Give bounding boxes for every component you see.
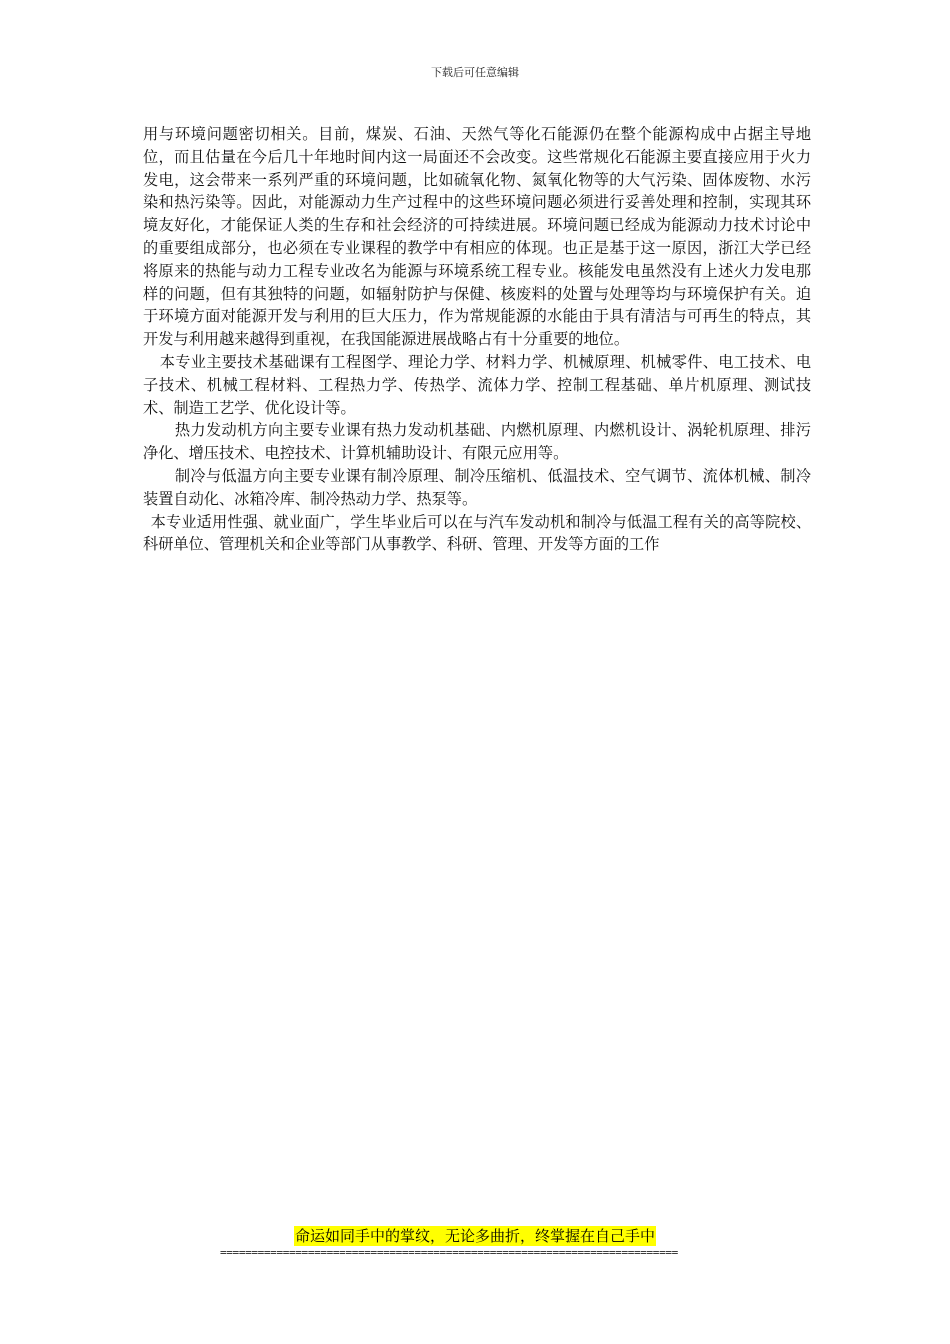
document-body — [143, 123, 811, 556]
footer-motto: 命运如同手中的掌纹，无论多曲折，终掌握在自己手中 — [294, 1227, 655, 1245]
page-header-note: 下载后可任意编辑 — [431, 66, 519, 79]
paragraph-refrigeration-courses: 制冷与低温方向主要专业课有制冷原理、制冷压缩机、低温技术、空气调节、流体机械、制冷装置自动化、冰箱冷库、制冷热动力学、热泵等。 — [143, 466, 811, 508]
paragraph-basic-courses: 本专业主要技术基础课有工程图学、理论力学、材料力学、机械原理、机械零件、电工技术、电子技术、机械工程材料、工程热力学、传热学、流体力学、控制工程基础、单片机原理、测试技术、制造工艺学、优化设计等。 — [143, 352, 811, 417]
paragraph-energy-environment: 用与环境问题密切相关。目前，煤炭、石油、天然气等化石能源仍在整个能源构成中占据主导地位，而且估量在今后几十年地时间内这一局面还不会改变。这些常规化石能源主要直接应用于火力发电，这会带来一系列严重的环境问题，比如硫氧化物、氮氧化物等的大气污染、固体废物、水污染和热污染等。因此，对能源动力生产过程中的这些环境问题必须进行妥善处理和控制，实现其环境友好化，才能保证人类的生存和社会经济的可持续进展。环境问题已经成为能源动力技术讨论中的重要组成部分，也必须在专业课程的教学中有相应的体现。也正是基于这一原因，浙江大学已经将原来的热能与动力工程专业改名为能源与环境系统工程专业。核能发电虽然没有上述火力发电那样的问题，但有其独特的问题，如辐射防护与保健、核废料的处置与处理等均与环境保护有关。迫于环境方面对能源开发与利用的巨大压力，作为常规能源的水能由于具有清洁与可再生的特点，其开发与利用越来越得到重视，在我国能源进展战略占有十分重要的地位。 — [143, 125, 811, 349]
page-footer — [0, 1226, 950, 1259]
paragraph-heat-engine-courses: 热力发动机方向主要专业课有热力发动机基础、内燃机原理、内燃机设计、涡轮机原理、排污净化、增压技术、电控技术、计算机辅助设计、有限元应用等。 — [143, 421, 811, 463]
footer-rule: ========================================================================= — [220, 1246, 678, 1259]
paragraph-employment: 本专业适用性强、就业面广，学生毕业后可以在与汽车发动机和制冷与低温工程有关的高等院校、科研单位、管理机关和企业等部门从事教学、科研、管理、开发等方面的工作 — [143, 512, 811, 554]
